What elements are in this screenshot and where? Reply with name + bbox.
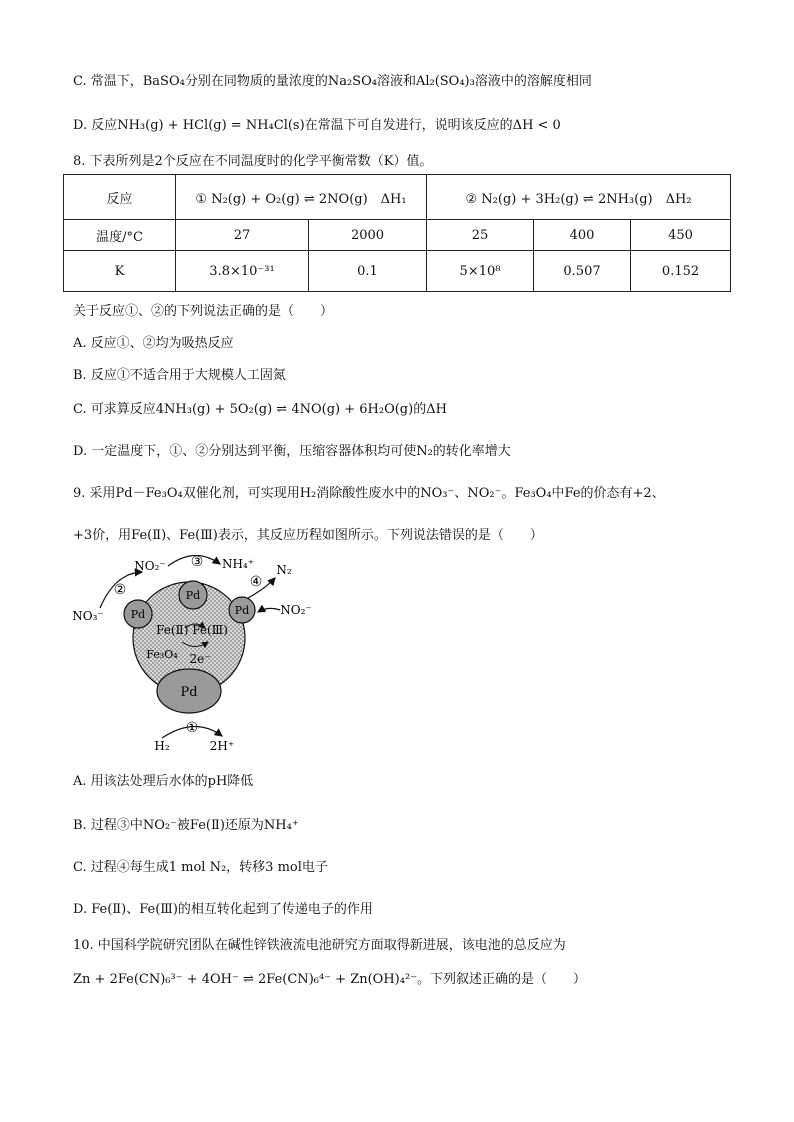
question-8: 8. 下表所列是2个反应在不同温度时的化学平衡常数（K）值。 [73, 154, 433, 169]
option-8d: D. 一定温度下，①、②分别达到平衡，压缩容器体积均可使N₂的转化率增大 [73, 444, 511, 459]
reaction-mechanism-diagram [70, 548, 330, 758]
option-8b: B. 反应①不适合用于大规模人工固氮 [73, 368, 286, 383]
step-1-label: ① [185, 720, 199, 736]
option-8c: C. 可求算反应4NH₃(g) + 5O₂(g) ⇌ 4NO(g) + 6H₂O(g)的ΔH [73, 402, 447, 417]
pd-label: Pd [180, 685, 198, 700]
mechanism-svg [70, 548, 330, 758]
table-row [64, 175, 731, 220]
table-cell: 0.507 [534, 251, 631, 292]
option-8a: A. 反应①、②均为吸热反应 [73, 336, 234, 351]
table-cell: 0.152 [631, 251, 731, 292]
h2-label: H₂ [154, 739, 170, 753]
step-2-label: ② [113, 582, 127, 598]
option-9a: A. 用该法处理后水体的pH降低 [73, 774, 254, 789]
table-cell: 25 [427, 220, 534, 251]
question-10-line-1: 10. 中国科学院研究团队在碱性锌铁液流电池研究方面取得新进展，该电池的总反应为 [73, 938, 566, 953]
option-7d: D. 反应NH₃(g) + HCl(g) = NH₄Cl(s)在常温下可自发进行，说明该反应的ΔH < 0 [73, 118, 561, 133]
question-10-line-2: Zn + 2Fe(CN)₆³⁻ + 4OH⁻ ⇌ 2Fe(CN)₆⁴⁻ + Zn(OH)₄²⁻。下列叙述正确的是（ ） [73, 972, 587, 987]
table-cell: 温度/°C [64, 220, 176, 251]
h-plus-label: 2H⁺ [209, 739, 235, 753]
pd-label: Pd [234, 604, 250, 617]
question-9-line-1: 9. 采用Pd－Fe₃O₄双催化剂，可实现用H₂消除酸性废水中的NO₃⁻、NO₂⁻。Fe₃O₄中Fe的价态有+2、 [73, 486, 665, 501]
table-cell: 5×10⁸ [427, 251, 534, 292]
step-4-label: ④ [249, 574, 263, 590]
fe3o4-label: Fe₃O₄ [146, 648, 178, 661]
table-cell: 3.8×10⁻³¹ [176, 251, 309, 292]
no2-top-label: NO₂⁻ [134, 559, 166, 573]
reaction-1-cell: ① N₂(g) + O₂(g) ⇌ 2NO(g) ΔH₁ [176, 175, 427, 220]
electron-label: 2e⁻ [189, 652, 211, 666]
option-9b: B. 过程③中NO₂⁻被Fe(Ⅱ)还原为NH₄⁺ [73, 818, 299, 833]
no3-label: NO₃⁻ [72, 609, 104, 623]
fe-pair-label: Fe(Ⅱ) Fe(Ⅲ) [156, 623, 228, 637]
no2-right-label: NO₂⁻ [280, 603, 312, 617]
table-cell: 反应 [64, 175, 176, 220]
option-7c: C. 常温下，BaSO₄分别在同物质的量浓度的Na₂SO₄溶液和Al₂(SO₄)₃溶液中的溶解度相同 [73, 74, 592, 89]
table-cell: 0.1 [309, 251, 427, 292]
table-cell: 400 [534, 220, 631, 251]
question-9-line-2: +3价，用Fe(Ⅱ)、Fe(Ⅲ)表示，其反应历程如图所示。下列说法错误的是（ ） [73, 528, 543, 543]
option-9d: D. Fe(Ⅱ)、Fe(Ⅲ)的相互转化起到了传递电子的作用 [73, 902, 373, 917]
table-row [64, 251, 731, 292]
pd-label: Pd [130, 608, 146, 621]
nh4-label: NH₄⁺ [221, 557, 255, 571]
option-9c: C. 过程④每生成1 mol N₂，转移3 mol电子 [73, 860, 328, 875]
pd-label: Pd [185, 589, 201, 602]
n2-label: N₂ [276, 563, 292, 577]
no2-adsorption-arrow [258, 608, 280, 612]
table-cell: 2000 [309, 220, 427, 251]
question-8-stem: 关于反应①、②的下列说法正确的是（ ） [73, 304, 334, 319]
reaction-2-cell: ② N₂(g) + 3H₂(g) ⇌ 2NH₃(g) ΔH₂ [427, 175, 731, 220]
table-row [64, 220, 731, 251]
step-3-label: ③ [190, 554, 204, 570]
equilibrium-table [63, 174, 731, 292]
table-cell: 27 [176, 220, 309, 251]
table-cell: K [64, 251, 176, 292]
table-cell: 450 [631, 220, 731, 251]
